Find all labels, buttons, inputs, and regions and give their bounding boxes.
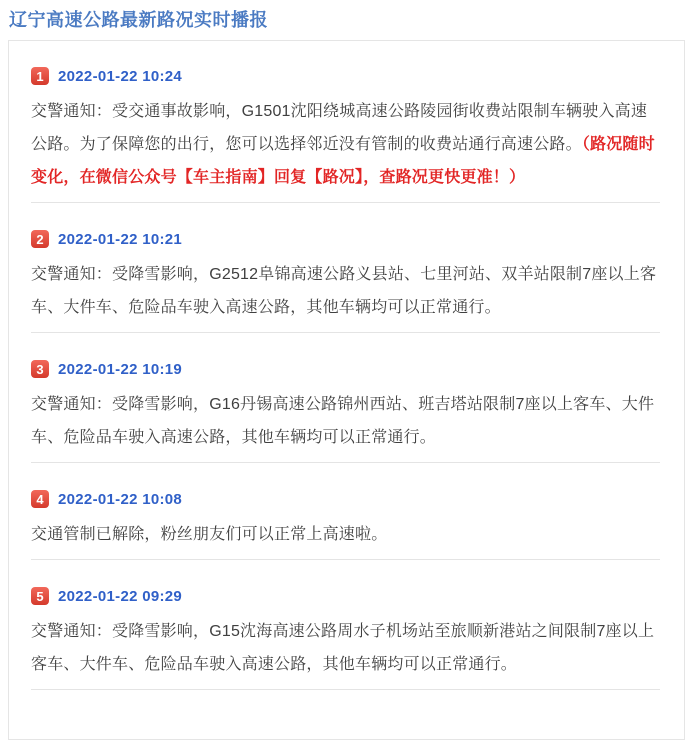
entry-number-badge: 1 — [31, 67, 49, 85]
entry-text — [31, 95, 660, 194]
entry-highlight-text: （路况随时变化，在微信公众号【车主指南】回复【路况】，查路况更快更准！） — [31, 136, 655, 186]
entry-timestamp: 2022-01-22 09:29 — [58, 587, 183, 605]
entry-text — [31, 518, 660, 551]
entry-text — [31, 258, 660, 324]
feed-entry — [31, 463, 660, 560]
entry-header — [31, 490, 660, 508]
entry-number-badge: 5 — [31, 587, 49, 605]
entry-timestamp: 2022-01-22 10:19 — [58, 360, 183, 378]
feed-entry — [31, 67, 660, 203]
entry-timestamp: 2022-01-22 10:21 — [58, 230, 183, 248]
entry-header — [31, 230, 660, 248]
entry-header — [31, 360, 660, 378]
entry-body-text: 交警通知：受降雪影响，G15沈海高速公路周水子机场站至旅顺新港站之间限制7座以上客车、大件车、危险品车驶入高速公路，其他车辆均可以正常通行。 — [31, 623, 655, 673]
feed-entry — [31, 333, 660, 463]
entry-text — [31, 615, 660, 681]
entry-body-text: 交通管制已解除，粉丝朋友们可以正常上高速啦。 — [31, 526, 388, 543]
entry-text — [31, 388, 660, 454]
entry-timestamp: 2022-01-22 10:08 — [58, 490, 183, 508]
entry-body-text: 交警通知：受降雪影响，G16丹锡高速公路锦州西站、班吉塔站限制7座以上客车、大件车、危险品车驶入高速公路，其他车辆均可以正常通行。 — [31, 396, 655, 446]
entry-number-badge: 3 — [31, 360, 49, 378]
entry-body-text: 交警通知：受交通事故影响，G1501沈阳绕城高速公路陵园街收费站限制车辆驶入高速公路。为了保障您的出行，您可以选择邻近没有管制的收费站通行高速公路。 — [31, 103, 648, 153]
entry-number-badge: 2 — [31, 230, 49, 248]
traffic-feed-card — [8, 40, 685, 740]
entry-timestamp: 2022-01-22 10:24 — [58, 67, 183, 85]
feed-entry — [31, 560, 660, 690]
page-title: 辽宁高速公路最新路况实时播报 — [9, 10, 268, 30]
entry-body-text: 交警通知：受降雪影响，G2512阜锦高速公路义县站、七里河站、双羊站限制7座以上客车、大件车、危险品车驶入高速公路，其他车辆均可以正常通行。 — [31, 266, 657, 316]
feed-entry — [31, 203, 660, 333]
entry-number-badge: 4 — [31, 490, 49, 508]
entry-header — [31, 587, 660, 605]
entry-header — [31, 67, 660, 85]
